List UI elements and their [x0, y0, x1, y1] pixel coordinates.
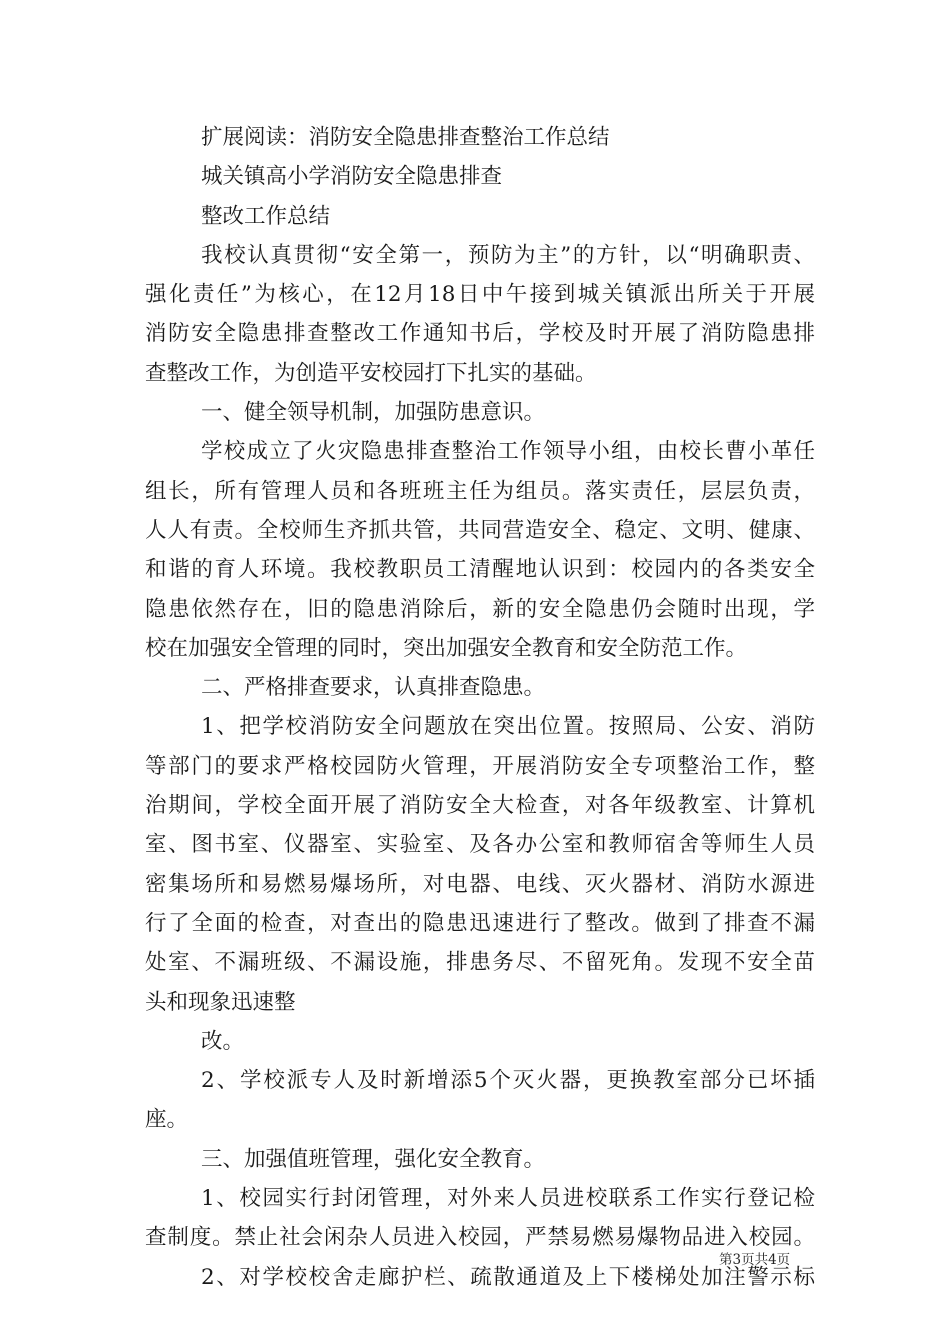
text-line: 密集场所和易燃易爆场所，对电器、电线、灭火器材、消防水源进 — [145, 871, 815, 897]
text-line: 改。 — [201, 1028, 245, 1054]
text-line: 消防安全隐患排查整改工作通知书后，学校及时开展了消防隐患排 — [145, 321, 815, 347]
text-line: 查整改工作，为创造平安校园打下扎实的基础。 — [145, 360, 597, 386]
text-line: 1、校园实行封闭管理，对外来人员进校联系工作实行登记检 — [201, 1186, 815, 1212]
text-line: 组长，所有管理人员和各班班主任为组员。落实责任，层层负责， — [145, 478, 815, 504]
text-line: 校在加强安全管理的同时，突出加强安全教育和安全防范工作。 — [145, 635, 748, 661]
text-line: 我校认真贯彻“安全第一，预防为主”的方针，以“明确职责、 — [201, 242, 815, 268]
text-line: 扩展阅读：消防安全隐患排查整治工作总结 — [201, 125, 610, 150]
text-line: 二、严格排查要求，认真排查隐患。 — [201, 675, 546, 701]
text-line: 座。 — [145, 1107, 189, 1133]
text-line: 1、把学校消防安全问题放在突出位置。按照局、公安、消防 — [201, 714, 815, 740]
document-body — [145, 118, 815, 1297]
text-line: 学校成立了火灾隐患排查整治工作领导小组，由校长曹小革任 — [201, 439, 815, 465]
text-line: 2、对学校校舍走廊护栏、疏散通道及上下楼梯处加注警示标 — [201, 1264, 815, 1290]
text-line: 城关镇高小学消防安全隐患排查 — [201, 164, 503, 190]
text-line: 查制度。禁止社会闲杂人员进入校园，严禁易燃易爆物品进入校园。 — [145, 1225, 815, 1251]
text-line: 人人有责。全校师生齐抓共管，共同营造安全、稳定、文明、健康、 — [145, 517, 815, 543]
text-line: 和谐的育人环境。我校教职员工清醒地认识到：校园内的各类安全 — [145, 557, 815, 583]
text-line: 一、健全领导机制，加强防患意识。 — [201, 400, 546, 426]
text-line: 室、图书室、仪器室、实验室、及各办公室和教师宿舍等师生人员 — [145, 832, 815, 858]
text-line: 行了全面的检查，对查出的隐患迅速进行了整改。做到了排查不漏 — [145, 910, 815, 936]
text-line: 2、学校派专人及时新增添5个灭火器，更换教室部分已坏插 — [201, 1068, 815, 1094]
text-line: 隐患依然存在，旧的隐患消除后，新的安全隐患仍会随时出现，学 — [145, 596, 815, 622]
text-line: 整改工作总结 — [201, 203, 331, 229]
page-number: 第3页共4页 — [719, 1252, 791, 1268]
text-line: 强化责任”为核心，在12月18日中午接到城关镇派出所关于开展 — [145, 282, 815, 308]
text-line: 治期间，学校全面开展了消防安全大检查，对各年级教室、计算机 — [145, 793, 815, 819]
text-line: 等部门的要求严格校园防火管理，开展消防安全专项整治工作，整 — [145, 753, 815, 779]
text-line: 头和现象迅速整 — [145, 989, 296, 1015]
text-line: 三、加强值班管理，强化安全教育。 — [201, 1146, 546, 1172]
text-line: 处室、不漏班级、不漏设施，排患务尽、不留死角。发现不安全苗 — [145, 950, 815, 976]
